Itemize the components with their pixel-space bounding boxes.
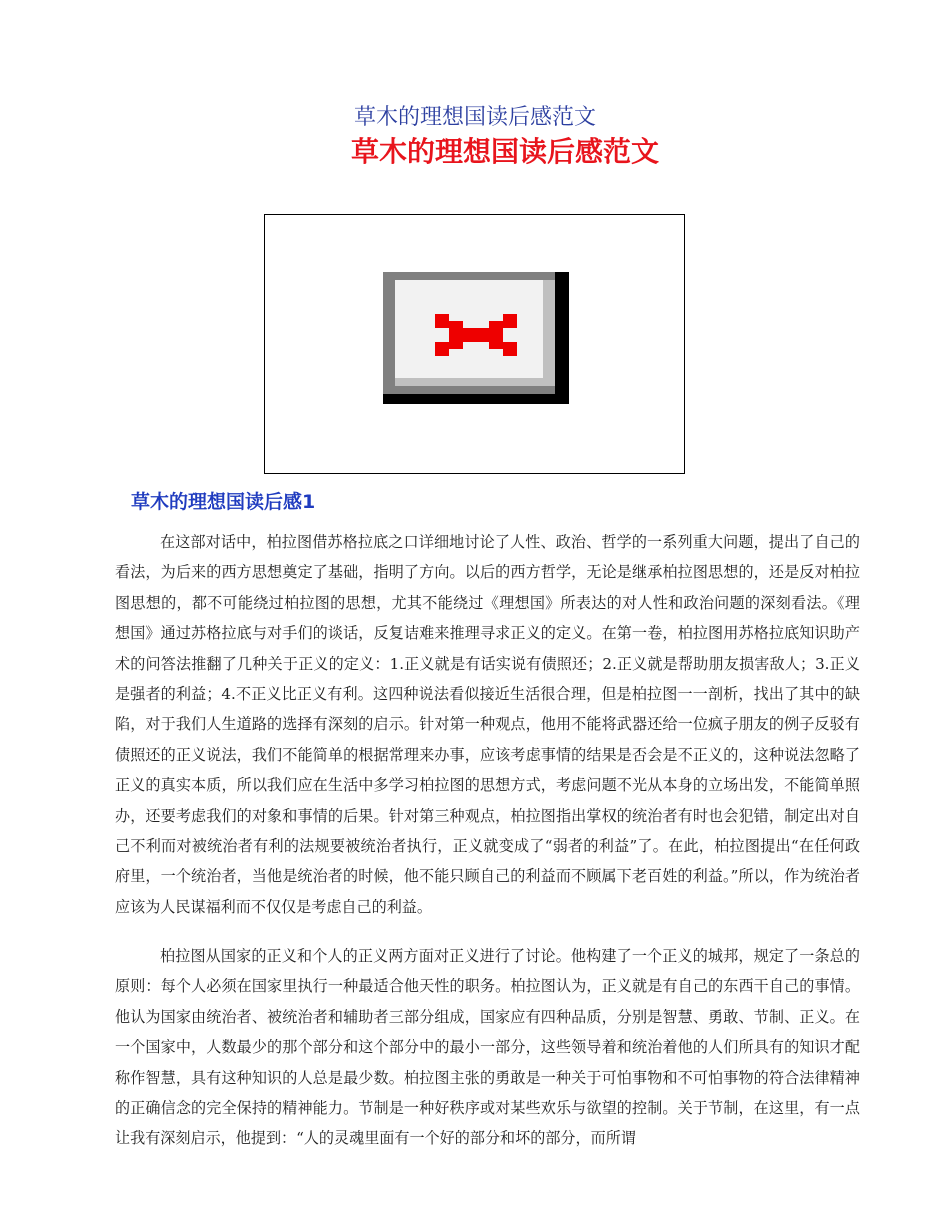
- paragraph: 柏拉图从国家的正义和个人的正义两方面对正义进行了讨论。他构建了一个正义的城邦，规定了一条总的原则：每个人必须在国家里执行一种最适合他天性的职务。柏拉图认为，正义就是有自己的东西干自己的事情。他认为国家由统治者、被统治者和辅助者三部分组成，国家应有四种品质，分别是智慧、勇敢、节制、正义。在一个国家中，人数最少的那个部分和这个部分中的最小一部分，这些领导着和统治着他的人们所具有的知识才配称作智慧，具有这种知识的人总是最少数。柏拉图主张的勇敢是一种关于可怕事物和不可怕事物的符合法律精神的正确信念的完全保持的精神能力。节制是一种好秩序或对某些欢乐与欲望的控制。关于节制，在这里，有一点让我有深刻启示，他提到：“人的灵魂里面有一个好的部分和坏的部分，而所谓: [115, 947, 860, 1148]
- document-heading: 草木的理想国读后感范文: [350, 135, 659, 168]
- broken-image-icon: [383, 272, 569, 404]
- red-x-icon: [435, 314, 517, 356]
- paragraph: 在这部对话中，柏拉图借苏格拉底之口详细地讨论了人性、政治、哲学的一系列重大问题，提出了自己的看法，为后来的西方思想奠定了基础，指明了方向。以后的西方哲学，无论是继承柏拉图思想的，还是反对柏拉图思想的，都不可能绕过柏拉图的思想，尤其不能绕过《理想国》所表达的对人性和政治问题的深刻看法。《理想国》通过苏格拉底与对手们的谈话，反复诘难来推理寻求正义的定义。在第一卷，柏拉图用苏格拉底知识助产术的问答法推翻了几种关于正义的定义：1.正义就是有话实说有债照还；2.正义就是帮助朋友损害敌人；3.正义是强者的利益；4.不正义比正义有利。这四种说法看似接近生活很合理，但是柏拉图一一剖析，找出了其中的缺陷，对于我们人生道路的选择有深刻的启示。针对第一种观点，他用不能将武器还给一位疯子朋友的例子反驳有债照还的正义说法，我们不能简单的根据常理来办事，应该考虑事情的结果是否会是不正义的，这种说法忽略了正义的真实本质，所以我们应在生活中多学习柏拉图的思想方式，考虑问题不光从本身的立场出发，不能简单照办，还要考虑我们的对象和事情的后果。针对第三种观点，柏拉图指出掌权的统治者有时也会犯错，制定出对自己不利而对被统治者有利的法规要被统治者执行，正义就变成了“弱者的利益”了。在此，柏拉图提出“在任何政府里，一个统治者，当他是统治者的时候，他不能只顾自己的利益而不顾属下老百姓的利益。”所以，作为统治者应该为人民谋福利而不仅仅是考虑自己的利益。: [115, 533, 860, 916]
- image-frame: [264, 214, 685, 474]
- document-title: 草木的理想国读后感范文: [353, 105, 596, 130]
- section-heading: 草木的理想国读后感1: [131, 491, 316, 513]
